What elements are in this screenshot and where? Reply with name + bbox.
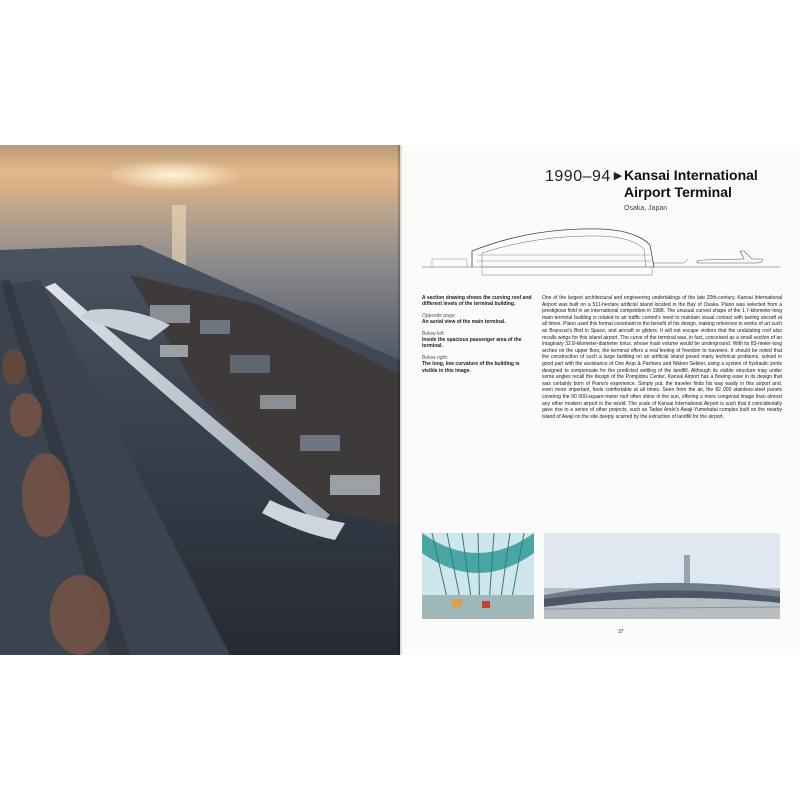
photo-exterior-illustration [544, 533, 780, 619]
title-line-1: Kansai International [624, 167, 758, 183]
caption-below-right-text: The long, low curvature of the building is visible in this image. [422, 361, 520, 374]
location-text: Osaka, Japan [624, 205, 668, 212]
book-spread [0, 145, 800, 655]
captions-column [422, 295, 534, 379]
section-drawing [422, 223, 780, 285]
caption-opposite [422, 313, 534, 326]
caption-below-left-text: Inside the spacious passenger area of the terminal. [422, 337, 522, 350]
text-page [402, 145, 800, 655]
aerial-photo-illustration [0, 145, 400, 655]
year-text: 1990–94 [545, 168, 611, 185]
arrow-icon: ▶ [613, 170, 623, 182]
caption-main-text: A section drawing shows the curving roof and different levels of the terminal building. [422, 295, 532, 308]
body-text: One of the largest architectural and engineering undertakings of the late 20th-century, Kansai International Airport was built on a 511-hectare artificial island located in the Bay of Osaka. Piano was selected from a prestigious field in an international competition in 1988. The unusual curved shape of the 1.7-kilometer-long main terminal building is related to air traffic control's need to maintain visual contact with taxiing aircraft at all times. Piano used this formal constraint to the benefit of his design, making reference to works of art such as Brancusi's Bird in Space, and aircraft or gliders. It will not escape visitors that the undulating roof also recalls wings for this island airport. The curve of the terminal was, in fact, conceived as a small section of an imaginary 32.8-kilometer-diameter torus, whose main volume would be underground. With its 83-meter-long arches on the upper floor, the terminal offers a real feeling of freedom to travelers. It should be noted that the construction of such a large building on an artificial island posed many technical problems, solved in good part with the assistance of Ove Arup & Partners and Nikken Sekkei, using a system of hydraulic joints designed to compensate for the predicted settling of the landfill. Although its visible structure may under some angles recall the design of the Pompidou Center, Kansai Airport has a flowing ease in its design that was certainly born of Piano's experience. Simply put, the traveler finds his way easily in this airport and, even more important, feels comfortable at all times. Seen from the air, the 82 000 stainless-steel panels covering the 90 000-square-meter roof often shine in the sun, offering a more congenial image than almost any other modern airport in the world. The scale of Kansai International Airport is such that it coincidentally gave rise to a series of other projects, such as Tadao Ando's Awaji-Yumebutai complex built on the nearby island of Awaji on the site deeply scarred by the extraction of landfill for the airport. [542, 295, 782, 420]
aerial-photo [0, 145, 400, 655]
photo-interior [422, 533, 534, 619]
title-line-2: Airport Terminal [624, 184, 732, 200]
caption-below-right-label: Below right: [422, 354, 449, 361]
caption-opposite-label: Opposite page: [422, 312, 456, 319]
photo-interior-illustration [422, 533, 534, 619]
project-year [545, 168, 623, 186]
page-number: 37 [618, 629, 624, 635]
caption-below-left [422, 331, 534, 350]
page-title [624, 167, 794, 201]
caption-main [422, 295, 534, 308]
caption-below-left-label: Below left: [422, 330, 446, 337]
caption-below-right [422, 355, 534, 374]
photo-exterior [544, 533, 780, 619]
caption-opposite-text: An aerial view of the main terminal. [422, 319, 506, 326]
